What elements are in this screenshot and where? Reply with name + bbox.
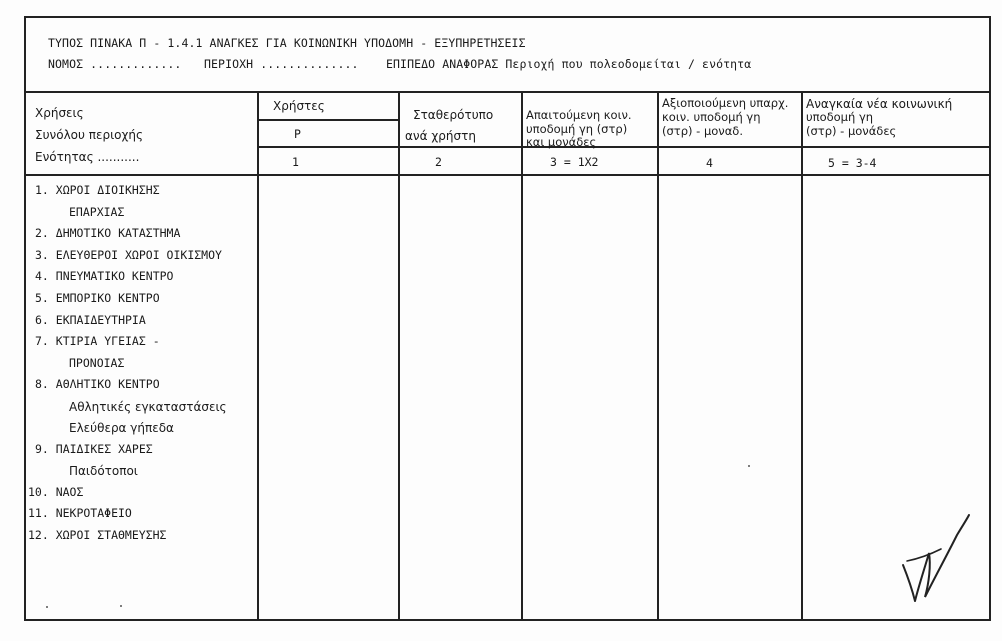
handwritten-signature xyxy=(895,505,975,615)
col-users-title: Χρήστες xyxy=(273,99,325,113)
col-required-line2: υποδομή γη (στρ) xyxy=(526,122,628,136)
row-label-8c: Ελεύθερα γήπεδα xyxy=(69,421,174,435)
row-label-10: 10. ΝΑΟΣ xyxy=(28,485,84,499)
form-title: ΤΥΠΟΣ ΠΙΝΑΚΑ Π - 1.4.1 ΑΝΑΓΚΕΣ ΓΙΑ ΚΟΙΝΩΝΙΚΗ ΥΠΟΔΟΜΗ - ΕΞΥΠΗΡΕΤΗΣΕΙΣ xyxy=(48,36,526,50)
col-utilized-line1: Αξιοποιούμενη υπαρχ. xyxy=(662,96,789,110)
scan-speck xyxy=(46,606,48,608)
col-required-number: 3 = 1Χ2 xyxy=(550,155,599,169)
reference-level-label: ΕΠΙΠΕΔΟ ΑΝΑΦΟΡΑΣ Περιοχή που πολεοδομείται / ενότητα xyxy=(386,57,752,71)
col-unit-label: Ενότητας ........... xyxy=(35,150,140,164)
number-row-top-line xyxy=(258,146,990,148)
col-users-symbol: P xyxy=(294,127,301,141)
col-new-line2: υποδομή γη xyxy=(806,110,874,124)
row-label-7b: ΠΡΟΝΟΙΑΣ xyxy=(69,356,125,370)
frame-top-line xyxy=(24,16,991,18)
frame-left-line xyxy=(24,16,26,620)
col-utilized-line3: (στρ) - μοναδ. xyxy=(662,124,743,138)
users-subheader-line xyxy=(258,119,399,121)
col-area-total-label: Συνόλου περιοχής xyxy=(35,128,144,142)
row-label-12: 12. ΧΩΡΟΙ ΣΤΑΘΜΕΥΣΗΣ xyxy=(28,528,167,542)
col-utilized-line2: κοιν. υποδομή γη xyxy=(662,110,761,124)
row-label-4: 4. ΠΝΕΥΜΑΤΙΚΟ ΚΕΝΤΡΟ xyxy=(35,269,174,283)
row-label-1: 1. ΧΩΡΟΙ ΔΙΟΙΚΗΣΗΣ xyxy=(35,183,160,197)
header-bottom-line xyxy=(24,174,991,176)
row-label-7: 7. ΚΤΙΡΙΑ ΥΓΕΙΑΣ - xyxy=(35,334,160,348)
row-label-6: 6. ΕΚΠΑΙΔΕΥΤΗΡΙΑ xyxy=(35,313,146,327)
scan-speck xyxy=(120,605,122,607)
row-label-11: 11. ΝΕΚΡΟΤΑΦΕΙΟ xyxy=(28,506,132,520)
col-divider-5 xyxy=(801,92,803,619)
col-divider-4 xyxy=(657,92,659,619)
col-new-number: 5 = 3-4 xyxy=(828,156,877,170)
col-required-line1: Απαιτούμενη κοιν. xyxy=(526,108,632,122)
col-new-line1: Αναγκαία νέα κοινωνική xyxy=(806,97,953,111)
title-separator-line xyxy=(24,91,991,93)
row-label-5: 5. ΕΜΠΟΡΙΚΟ ΚΕΝΤΡΟ xyxy=(35,291,160,305)
row-label-1b: ΕΠΑΡΧΙΑΣ xyxy=(69,205,125,219)
col-divider-1 xyxy=(257,92,259,619)
col-divider-2 xyxy=(398,92,400,619)
row-label-3: 3. ΕΛΕΥΘΕΡΟΙ ΧΩΡΟΙ ΟΙΚΙΣΜΟΥ xyxy=(35,248,222,262)
col-new-line3: (στρ) - μονάδες xyxy=(806,124,897,138)
perioxi-label: ΠΕΡΙΟΧΗ .............. xyxy=(204,57,359,71)
col-divider-3 xyxy=(521,92,523,619)
col-standard-number: 2 xyxy=(435,155,442,169)
scan-speck xyxy=(748,465,750,467)
nomos-label: ΝΟΜΟΣ ............. xyxy=(48,57,182,71)
row-label-9: 9. ΠΑΙΔΙΚΕΣ ΧΑΡΕΣ xyxy=(35,442,153,456)
col-standard-line2: ανά χρήστη xyxy=(405,129,476,143)
row-label-2: 2. ΔΗΜΟΤΙΚΟ ΚΑΤΑΣΤΗΜΑ xyxy=(35,226,181,240)
col-users-number: 1 xyxy=(292,155,299,169)
col-required-line3: και μονάδες xyxy=(526,135,597,149)
frame-bottom-line xyxy=(24,619,991,621)
col-standard-line1: Σταθερότυπο xyxy=(413,108,494,122)
row-label-8: 8. ΑΘΛΗΤΙΚΟ ΚΕΝΤΡΟ xyxy=(35,377,160,391)
frame-right-line xyxy=(989,16,991,620)
row-label-8b: Αθλητικές εγκαταστάσεις xyxy=(69,400,227,414)
col-utilized-number: 4 xyxy=(706,156,713,170)
col-uses-label: Χρήσεις xyxy=(35,106,84,120)
row-label-9b: Παιδότοποι xyxy=(69,464,138,478)
